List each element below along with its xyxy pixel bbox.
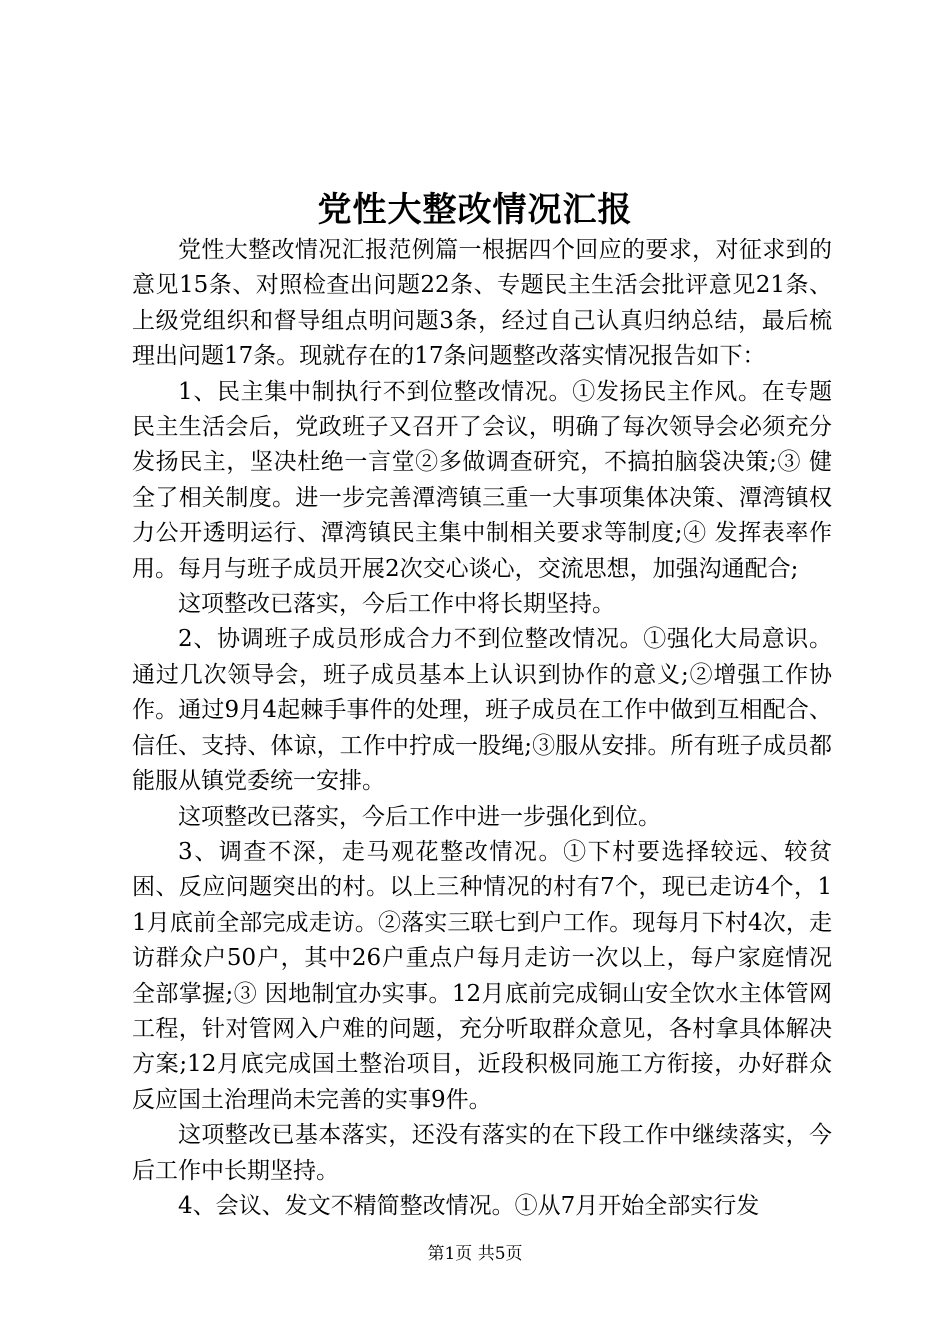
paragraph-item-3: 3、调查不深，走马观花整改情况。①下村要选择较远、较贫困、反应问题突出的村。以上三种情况的村有7个，现已走访4个，11月底前全部完成走访。②落实三联七到户工作。现每月下村4次，走访群众户50户，其中26户重点户每月走访一次以上，每户家庭情况全部掌握;③ 因地制宜办实事。12月底前完成铜山安全饮水主体管网工程，针对管网入户难的问题，充分听取群众意见，各村拿具体解决方案;12月底完成国土整治项目，近段积极同施工方衔接，办好群众反应国土治理尚未完善的实事9件。	[132, 838, 832, 1113]
paragraph-item-4: 4、会议、发文不精简整改情况。①从7月开始全部实行发	[178, 1192, 760, 1219]
page-footer: 第1页 共5页	[427, 1244, 523, 1264]
document-body	[132, 233, 832, 1224]
paragraph-item-3-status: 这项整改已基本落实，还没有落实的在下段工作中继续落实，今后工作中长期坚持。	[132, 1122, 832, 1184]
paragraph-item-1: 1、民主集中制执行不到位整改情况。①发扬民主作风。在专题民主生活会后，党政班子又召开了会议，明确了每次领导会必须充分发扬民主，坚决杜绝一言堂②多做调查研究，不搞拍脑袋决策;③ 健全了相关制度。进一步完善潭湾镇三重一大事项集体决策、潭湾镇权力公开透明运行、潭湾镇民主集中制相关要求等制度;④ 发挥表率作用。每月与班子成员开展2次交心谈心，交流思想，加强沟通配合;	[132, 378, 832, 582]
paragraph-intro: 党性大整改情况汇报范例篇一根据四个回应的要求，对征求到的意见15条、对照检查出问题22条、专题民主生活会批评意见21条、上级党组织和督导组点明问题3条，经过自己认真归纳总结，最后梳理出问题17条。现就存在的17条问题整改落实情况报告如下：	[132, 237, 832, 370]
paragraph-item-2-status: 这项整改已落实，今后工作中进一步强化到位。	[178, 803, 661, 830]
paragraph-item-1-status: 这项整改已落实，今后工作中将长期坚持。	[178, 591, 615, 618]
document-title: 党性大整改情况汇报	[317, 190, 633, 230]
paragraph-item-2: 2、协调班子成员形成合力不到位整改情况。①强化大局意识。通过几次领导会，班子成员基本上认识到协作的意义;②增强工作协作。通过9月4起棘手事件的处理，班子成员在工作中做到互相配合、信任、支持、体谅，工作中拧成一股绳;③服从安排。所有班子成员都能服从镇党委统一安排。	[132, 626, 832, 795]
